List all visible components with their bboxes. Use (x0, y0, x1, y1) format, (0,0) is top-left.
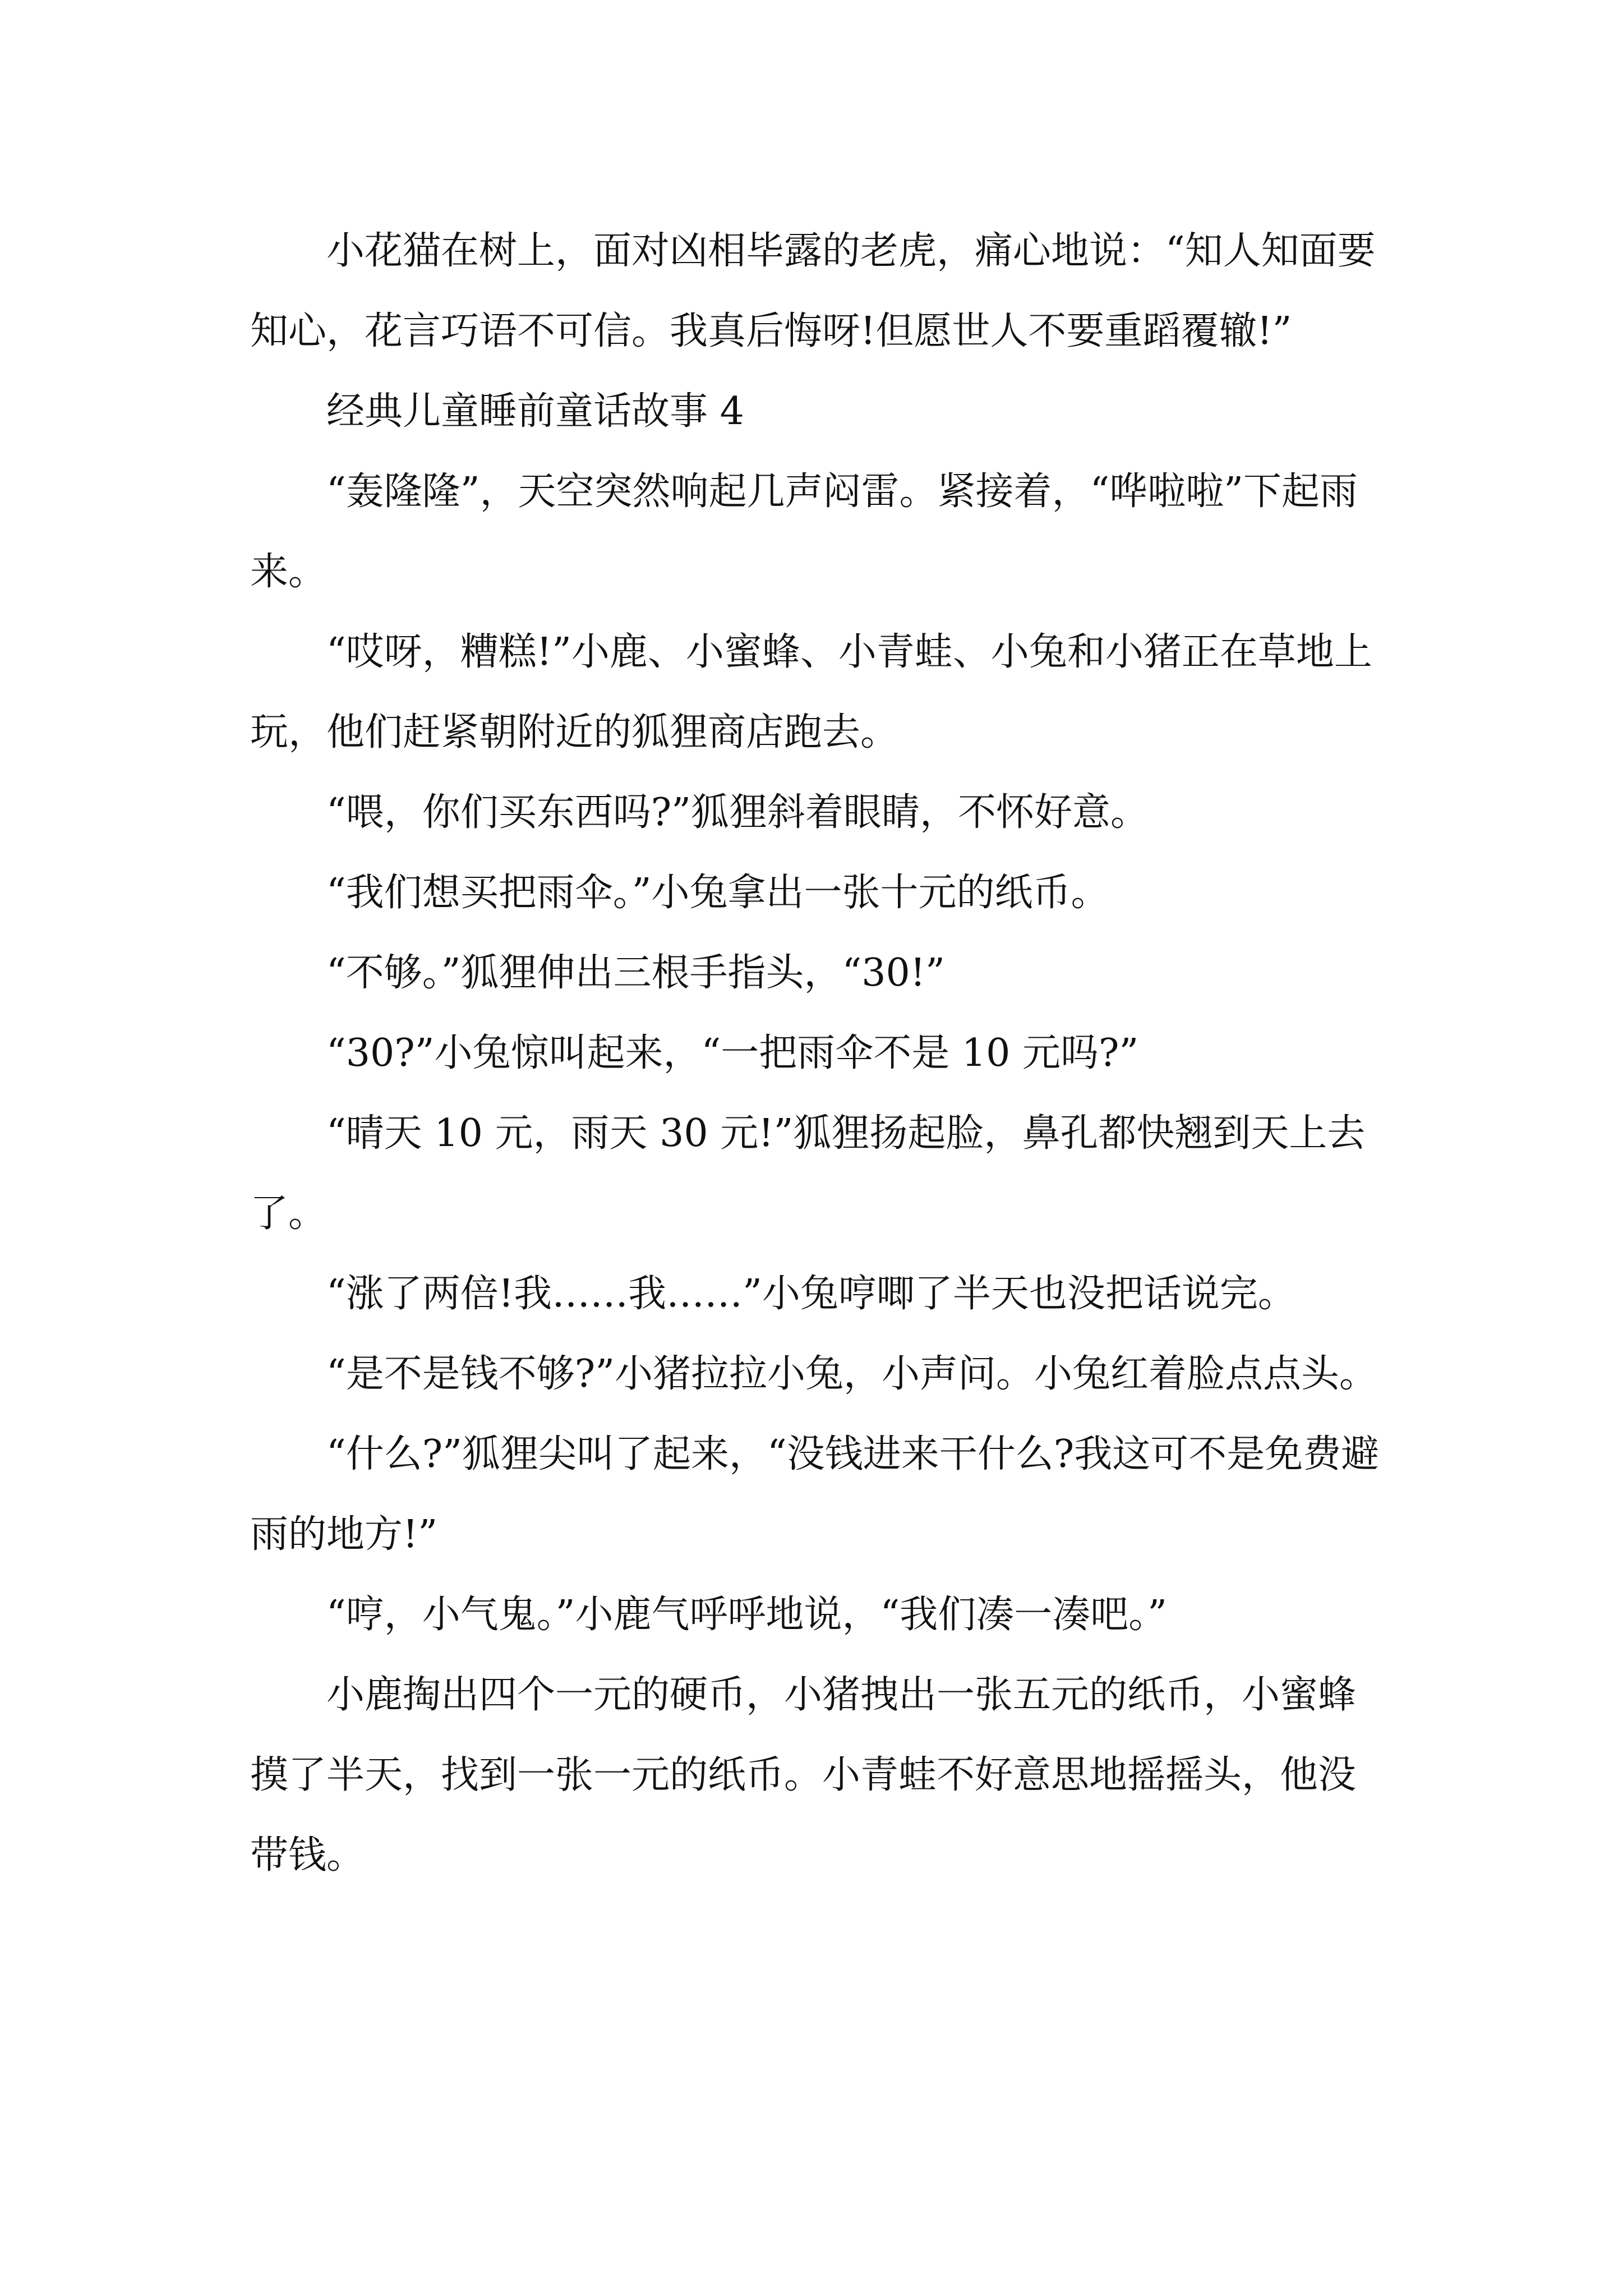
paragraph-2: “轰隆隆”，天空突然响起几声闷雷。紧接着，“哗啦啦”下起雨来。 (250, 470, 1358, 594)
story-text (250, 211, 1389, 1895)
paragraph-11: “什么?”狐狸尖叫了起来，“没钱进来干什么?我这可不是免费避雨的地方!” (250, 1432, 1380, 1557)
paragraph-9: “涨了两倍!我……我……”小兔哼唧了半天也没把话说完。 (326, 1272, 1296, 1316)
paragraph-1: 小花猫在树上，面对凶相毕露的老虎，痛心地说：“知人知面要知心，花言巧语不可信。我真后悔呀!但愿世人不要重蹈覆辙!” (250, 229, 1376, 353)
paragraph-6: “不够。”狐狸伸出三根手指头，“30!” (326, 951, 945, 995)
paragraph-8: “晴天 10 元，雨天 30 元!”狐狸扬起脸，鼻孔都快翘到天上去了。 (250, 1111, 1366, 1236)
paragraph-4: “喂，你们买东西吗?”狐狸斜着眼睛，不怀好意。 (326, 790, 1149, 835)
paragraph-12: “哼，小气鬼。”小鹿气呼呼地说，“我们凑一凑吧。” (326, 1593, 1168, 1637)
paragraph-5: “我们想买把雨伞。”小兔拿出一张十元的纸币。 (326, 871, 1109, 915)
paragraph-10: “是不是钱不够?”小猪拉拉小兔，小声问。小兔红着脸点点头。 (326, 1352, 1377, 1396)
story-heading: 经典儿童睡前童话故事 4 (326, 389, 744, 434)
paragraph-3: “哎呀，糟糕!”小鹿、小蜜蜂、小青蛙、小兔和小猪正在草地上玩，他们赶紧朝附近的狐狸商店跑去。 (250, 630, 1372, 754)
paragraph-7: “30?”小兔惊叫起来，“一把雨伞不是 10 元吗?” (326, 1031, 1139, 1075)
paragraph-13: 小鹿掏出四个一元的硬币，小猪拽出一张五元的纸币，小蜜蜂摸了半天，找到一张一元的纸币。小青蛙不好意思地摇摇头，他没带钱。 (250, 1673, 1357, 1878)
